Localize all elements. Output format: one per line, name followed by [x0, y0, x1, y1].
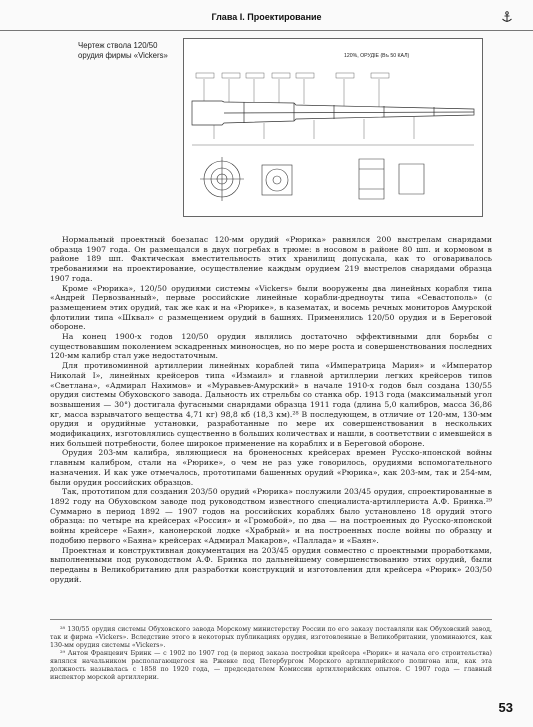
label-boxes [196, 73, 389, 78]
drawing-title: 120%, ОРУДІЕ (Въ 50 КАЛ) [344, 53, 410, 59]
paragraph: Так, прототипом для создания 203/50 орудий «Рюрика» послужили 203/45 орудия, спроектированные в 1892 году на Обуховском заводе под руководством известного специалиста-артиллериста А.Ф. Бринка.²⁹ Суммарно в период 1892 — 1907 годов на российских кораблях было установлено 18 орудий этого образца: по четыре на крейсерах «Россия» и «Громобой», по два — на построенных до Русско-японской войны крейсере «Баян», канонерской лодке «Храбрый» и на построенных после войны по образцу и подобию первого «Баяна» крейсерах «Адмирал Макаров», «Паллада» и «Баян». [50, 487, 492, 545]
paragraph: Кроме «Рюрика», 120/50 орудиями системы «Vickers» были вооружены два линейных корабля типа «Андрей Первозванный», первые российские линейные корабли-дредноуты типа «Севастополь» (с размещением этих орудий, так же как и на «Рюрике», в казематах, и восемь речных мониторов Амурской флотилии типа «Шквал» с размещением орудий в башнях. Применялись 120/50 орудия и в Береговой обороне. [50, 283, 492, 332]
gun-barrel-drawing [183, 38, 483, 217]
figure-caption: Чертеж ствола 120/50 орудия фирмы «Vickers» [78, 41, 168, 60]
footnote: ²⁹ Антон Францевич Бринк — с 1902 по 1907 год (в период заказа постройки крейсера «Рюрик» и начала его строительства) являлся начальником располагающегося на Ржевке под Петербургом Морского артиллерийского полигона или, как эта должность называлась с 1858 по 1920 года, — председателем Комиссии артиллерийских опытов. С 1907 года — главный инспектор морской артиллерии. [50, 650, 492, 681]
running-header [0, 0, 533, 31]
paragraph: На конец 1900-х годов 120/50 орудия являлись достаточно эффективными для борьбы с существовавшим поколением эскадренных миноносцев, но по мере роста и совершенствования последних 120-мм калибр стал уже недостаточным. [50, 332, 492, 361]
breech-end-view-1 [200, 157, 244, 201]
barrel-side-view [192, 101, 474, 125]
page-number: 53 [498, 700, 513, 715]
paragraph: Нормальный проектный боезапас 120-мм орудий «Рюрика» равнялся 200 выстрелам снарядами образца 1907 года. Он размещался в двух погребах в трюме: в носовом в районе 80 шп. и кормовом в районе 189 шп. Фактическая вместительность этих хранилищ допускала, как то оговаривалось требованиями на проектирование, осуществление каждым орудием 219 выстрелов снарядами образца 1907 года. [50, 235, 492, 283]
breech-end-view-2 [262, 165, 292, 195]
main-text [50, 235, 492, 584]
footnotes [50, 619, 492, 682]
paragraph: Для противоминной артиллерии линейных кораблей типа «Императрица Мария» и «Император Николай I», линейных крейсеров типа «Измаил» и главной артиллерии легких крейсеров типов «Светлана», «Адмирал Нахимов» и «Муравьев-Амурский» в начале 1910-х годов был создана 130/55 орудия системы Обуховского завода. Дальность их стрельбы со станка обр. 1913 года (максимальный угол возвышения — 30°) достигала фугасными снарядами образца 1911 года (длина 5,0 калибров, масса 36,86 кг, масса взрывчатого вещества 4,71 кг) 98,8 кб (18,3 км).²⁸ В последующем, в отличие от 120-мм, 130-мм орудия и орудийные установки, разработанные по мере их совершенствования в нескольких модификациях, изготовлялись существенно в больших количествах и нашли, в соответствии с имевшейся в них большей потребности, более широкое применение на кораблях и в Береговой обороне. [50, 361, 492, 448]
footnote: ²⁸ 130/55 орудия системы Обуховского завода Морскому министерству России по его заказу поставляли как Обуховский завод, так и фирма «Vickers». Вследствие этого в некоторых публикациях орудия, изготовленные в Великобритании, упоминаются, как 130-мм орудия системы «Vickers». [50, 626, 492, 649]
chapter-title: Глава I. Проектирование [211, 12, 322, 22]
detail-view [359, 159, 424, 199]
paragraph: Проектная и конструктивная документация на 203/45 орудия совместно с проектными проработками, выполненными под руководством А.Ф. Бринка по дальнейшему совершенствованию этих орудий, были переданы в Великобританию для разработки конструкций и изготовления для крейсера «Рюрик» 203/50 орудий. [50, 545, 492, 584]
anchor-icon [501, 11, 513, 23]
paragraph: Орудия 203-мм калибра, являющиеся на броненосных крейсерах времен Русско-японской войны главным калибром, стали на «Рюрике», о чем не раз уже говорилось, орудиями вспомогательного назначения. И как уже отмечалось, прототипами башенных орудий «Рюрика», как 203-мм, так и 254-мм, были орудия российских образцов. [50, 448, 492, 487]
